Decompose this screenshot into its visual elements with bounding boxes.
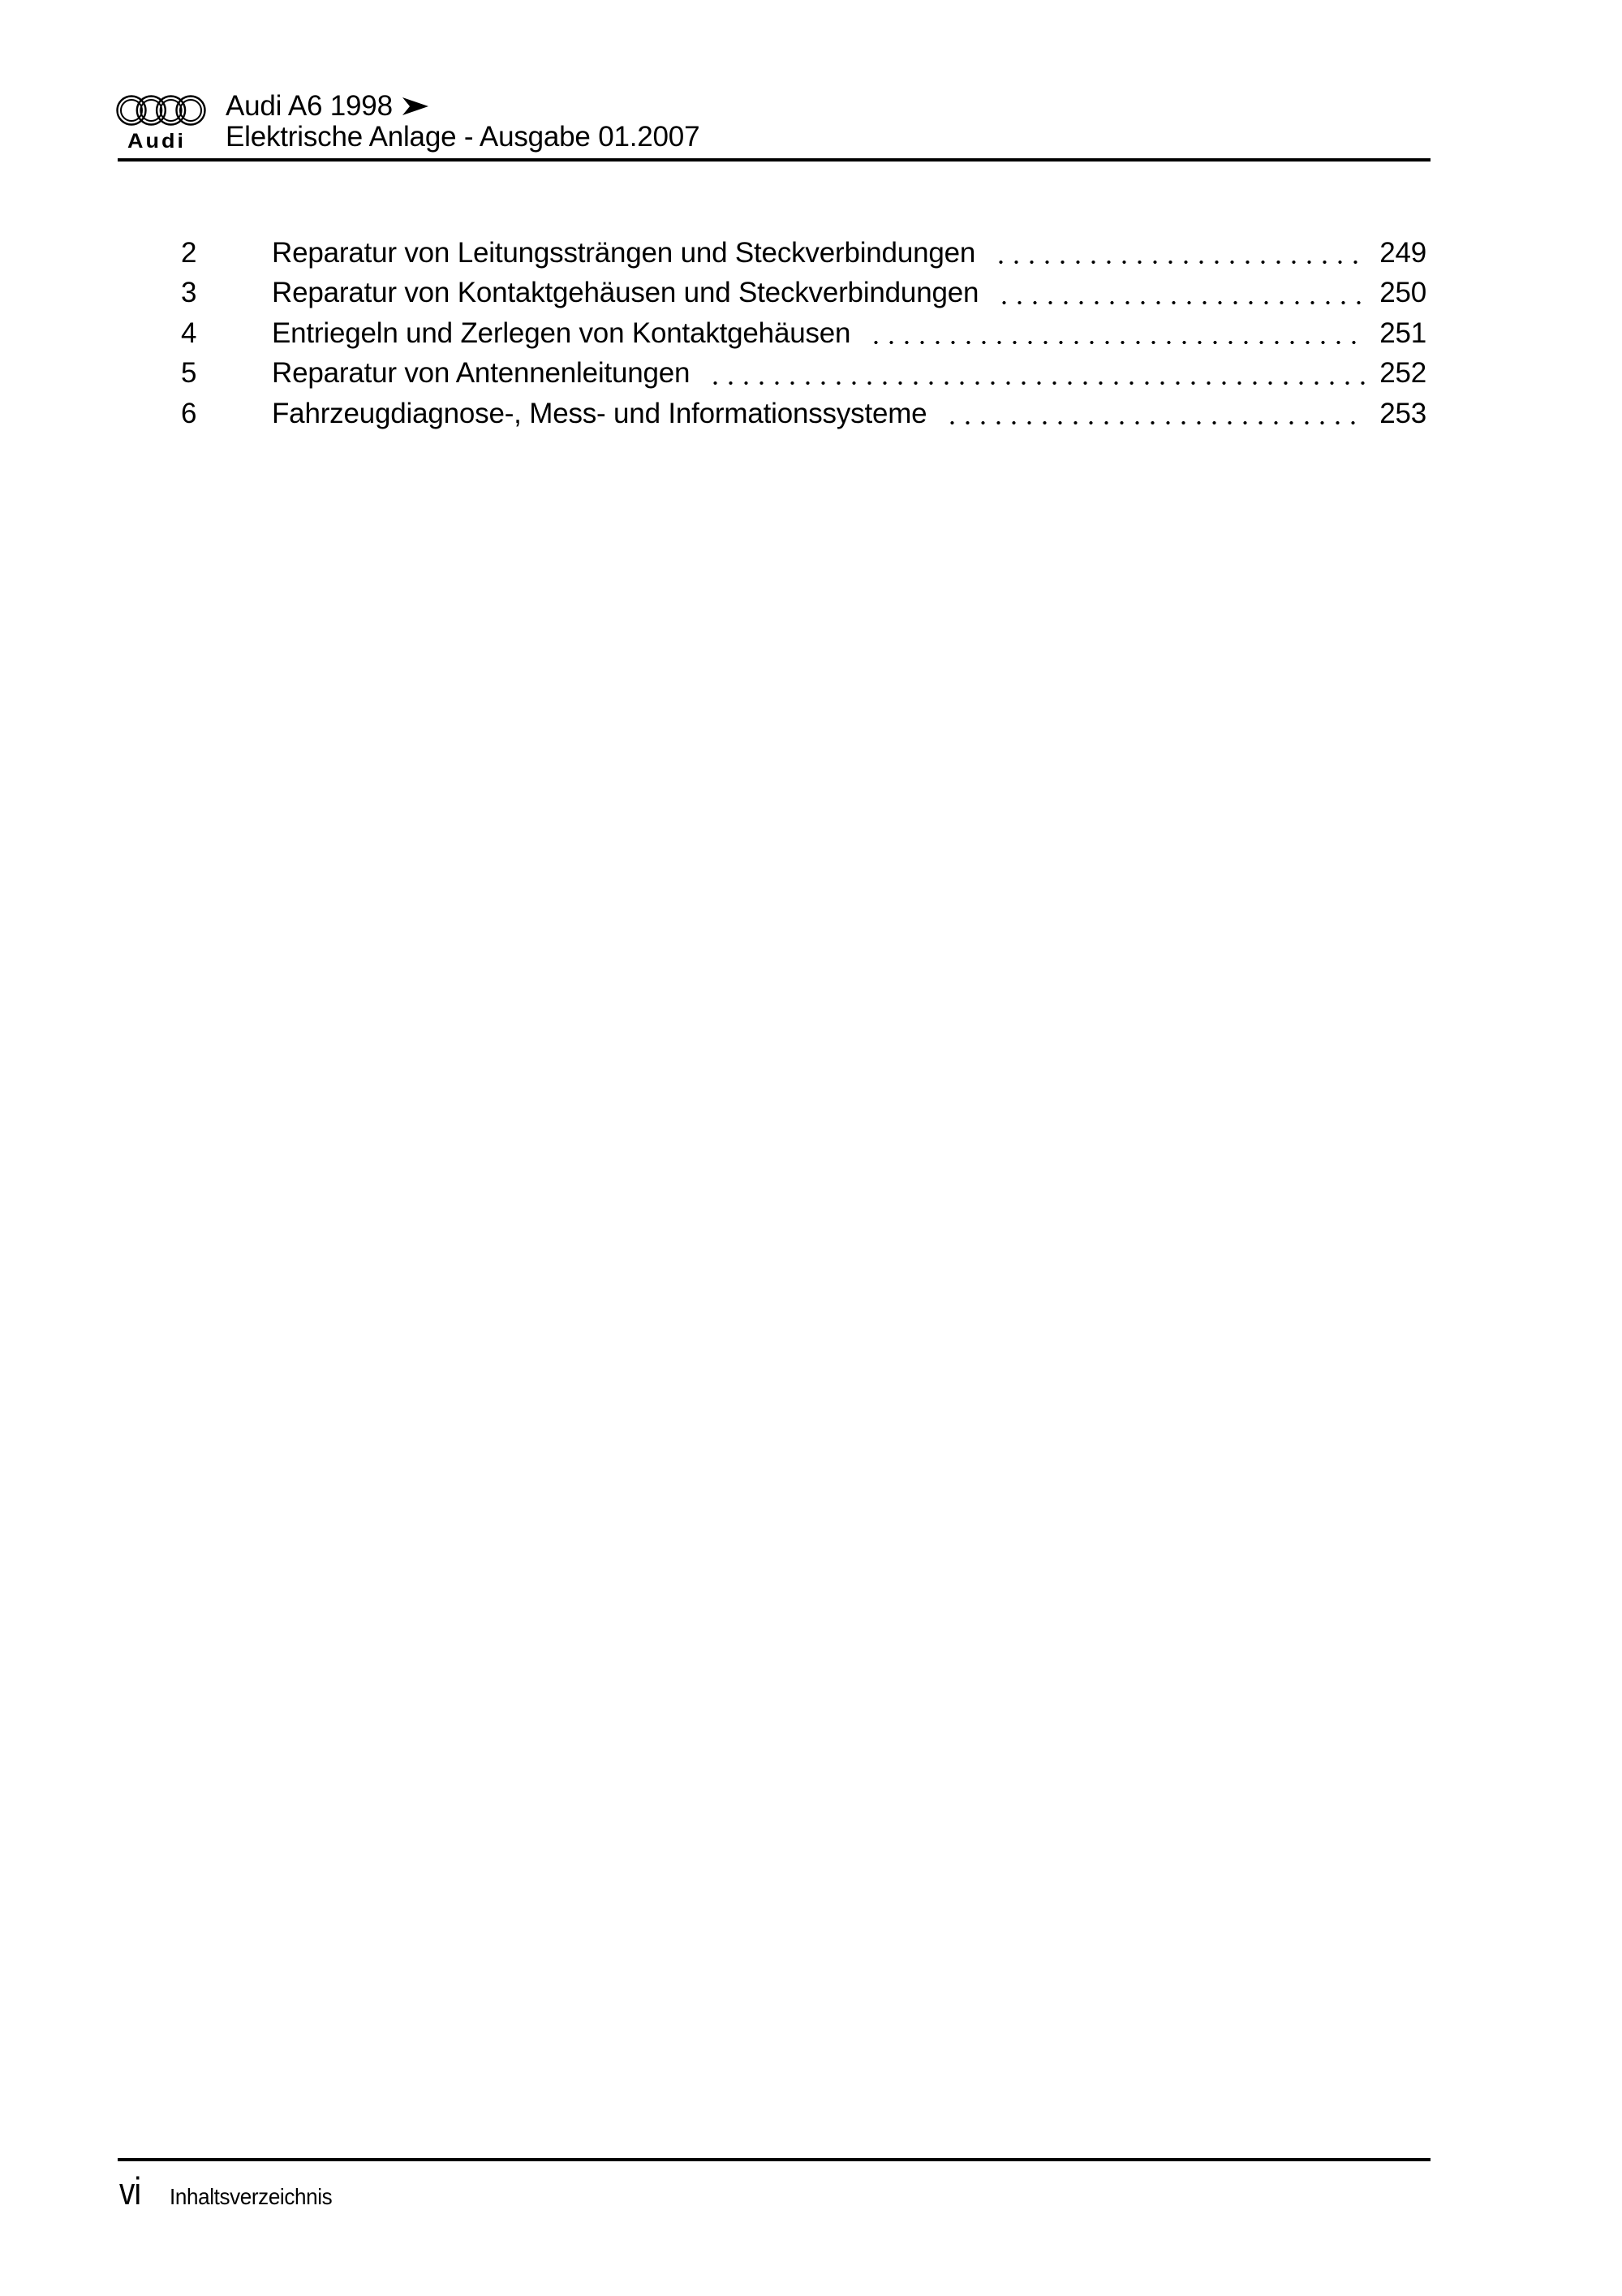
- toc-entry-number: 4: [181, 317, 197, 349]
- toc-entry-page: 249: [1379, 237, 1426, 269]
- model-year-arrow-icon: [402, 97, 428, 115]
- brand-block: [116, 93, 213, 155]
- dot-leader: [990, 237, 1366, 277]
- page-footer: [119, 2169, 344, 2213]
- toc-entry: [181, 317, 1426, 357]
- toc-entry: [181, 237, 1426, 277]
- dot-leader: [993, 277, 1366, 317]
- subtitle-text: Elektrische Anlage - Ausgabe 01.2007: [226, 121, 700, 153]
- toc-entry-number: 3: [181, 277, 197, 309]
- header-model-line: [226, 91, 699, 122]
- dot-leader: [865, 317, 1366, 357]
- audi-rings-icon: [116, 93, 208, 127]
- header-subtitle: [226, 122, 699, 153]
- toc-entry-title: Reparatur von Kontaktgehäusen und Steckverbindungen: [272, 277, 979, 309]
- footer-rule: [118, 2158, 1431, 2161]
- toc-entry-page: 253: [1379, 397, 1426, 429]
- toc-entry-title: Entriegeln und Zerlegen von Kontaktgehäusen: [272, 317, 851, 349]
- toc-entry-number: 5: [181, 357, 197, 390]
- dot-leader: [704, 357, 1366, 397]
- toc-entry-title: Reparatur von Antennenleitungen: [272, 357, 691, 390]
- table-of-contents: [181, 237, 1426, 437]
- footer-page-number: vi: [119, 2169, 141, 2212]
- model-line-text: Audi A6 1998: [226, 90, 393, 122]
- dot-leader: [941, 398, 1366, 437]
- toc-entry: [181, 357, 1426, 397]
- toc-entry: [181, 277, 1426, 317]
- toc-entry-number: 2: [181, 237, 197, 269]
- header-rule: [118, 158, 1431, 162]
- toc-entry-title: Fahrzeugdiagnose-, Mess- und Informationssysteme: [272, 397, 927, 429]
- toc-entry-page: 251: [1379, 317, 1426, 349]
- toc-entry: [181, 398, 1426, 437]
- toc-entry-number: 6: [181, 397, 197, 429]
- toc-entry-page: 252: [1379, 357, 1426, 390]
- audi-wordmark: Audi: [127, 130, 186, 153]
- toc-entry-page: 250: [1379, 277, 1426, 309]
- toc-entry-title: Reparatur von Leitungssträngen und Steckverbindungen: [272, 237, 976, 269]
- page-header: [226, 91, 699, 153]
- footer-section-label: Inhaltsverzeichnis: [169, 2184, 333, 2209]
